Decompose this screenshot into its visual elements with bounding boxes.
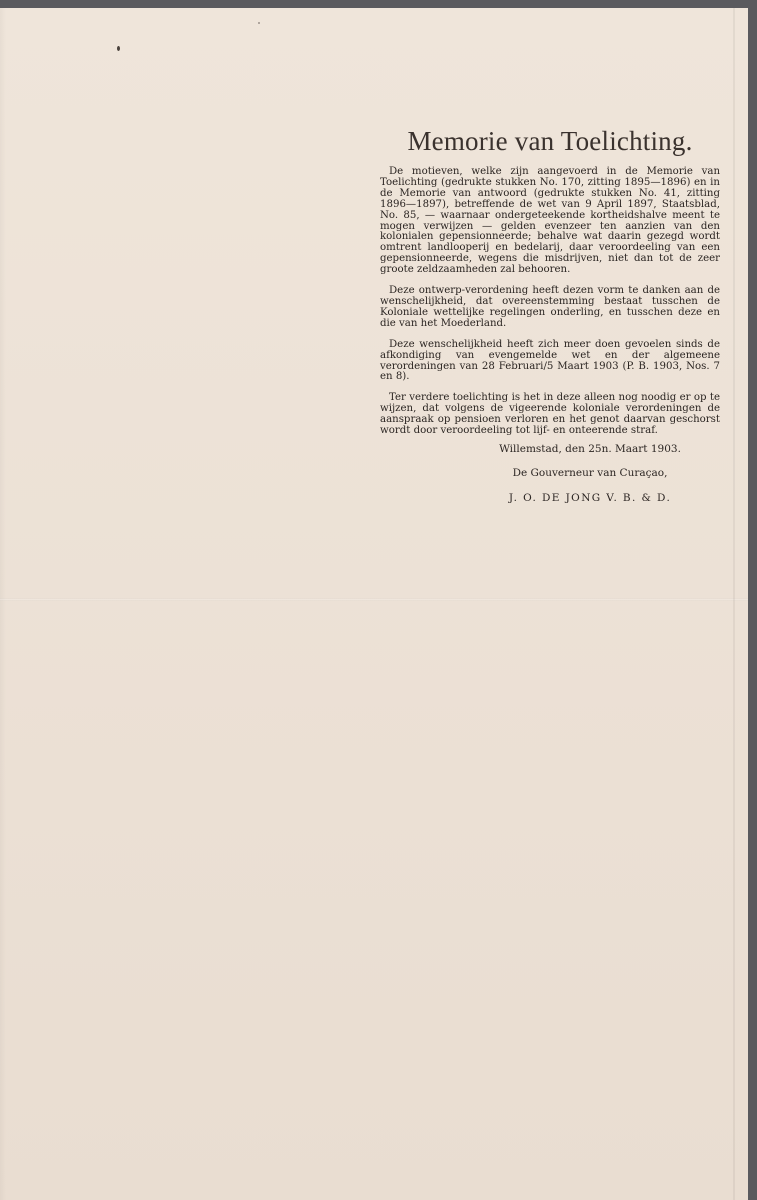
paragraph-motives: De motieven, welke zijn aangevoerd in de Memorie van Toelichting (gedrukte stukken No. 170, zitting 1895—1896) en in de Memorie van antwoord (gedrukte stukken No. 41, zitting 1896—1897), betreffende de wet van 9 April 1897, Staatsblad, No. 85, — waarnaar ondergeteekende kortheidshalve meent te mogen verwijzen — gelden evenzeer ten aanzien van den kolonialen gepensionneerde; behalve wat daarin gezegd wordt omtrent landlooperij en bedelarij, daar veroordeeling van een gepensionneerde, wegens die misdrijven, niet dan tot de zeer groote zeldzaamheden zal behooren. <box>380 166 720 276</box>
document-page <box>0 8 748 1200</box>
paper-fold-vertical <box>733 8 735 1200</box>
paragraph-further-explanation: Ter verdere toelichting is het in deze alleen nog noodig er op te wijzen, dat volgens de vigeerende koloniale verordeningen de aanspraak op pensioen verloren en het genot daarvan geschorst wordt door veroordeeling tot lijf- en onteerende straf. <box>380 392 720 437</box>
governor-name: J. O. DE JONG V. B. & D. <box>508 491 672 504</box>
place-and-date: Willemstad, den 25n. Maart 1903. <box>499 442 681 455</box>
memorandum-text <box>380 126 720 504</box>
governor-title: De Gouverneur van Curaçao, <box>512 466 668 479</box>
ink-speck <box>258 22 260 24</box>
paragraph-form: Deze ontwerp-verordening heeft dezen vorm te danken aan de wenschelijkheid, dat overeenstemming bestaat tusschen de Koloniale wettelijke regelingen onderling, en tusschen deze en die van het Moederland. <box>380 285 720 329</box>
paper-fold-horizontal <box>0 598 748 601</box>
document-title: Memorie van Toelichting. <box>407 126 693 156</box>
paragraph-desirability: Deze wenschelijkheid heeft zich meer doen gevoelen sinds de afkondiging van evengemelde wet en der algemeene verordeningen van 28 Februari/5 Maart 1903 (P. B. 1903, Nos. 7 en 8). <box>380 338 720 383</box>
ink-speck <box>117 46 120 51</box>
